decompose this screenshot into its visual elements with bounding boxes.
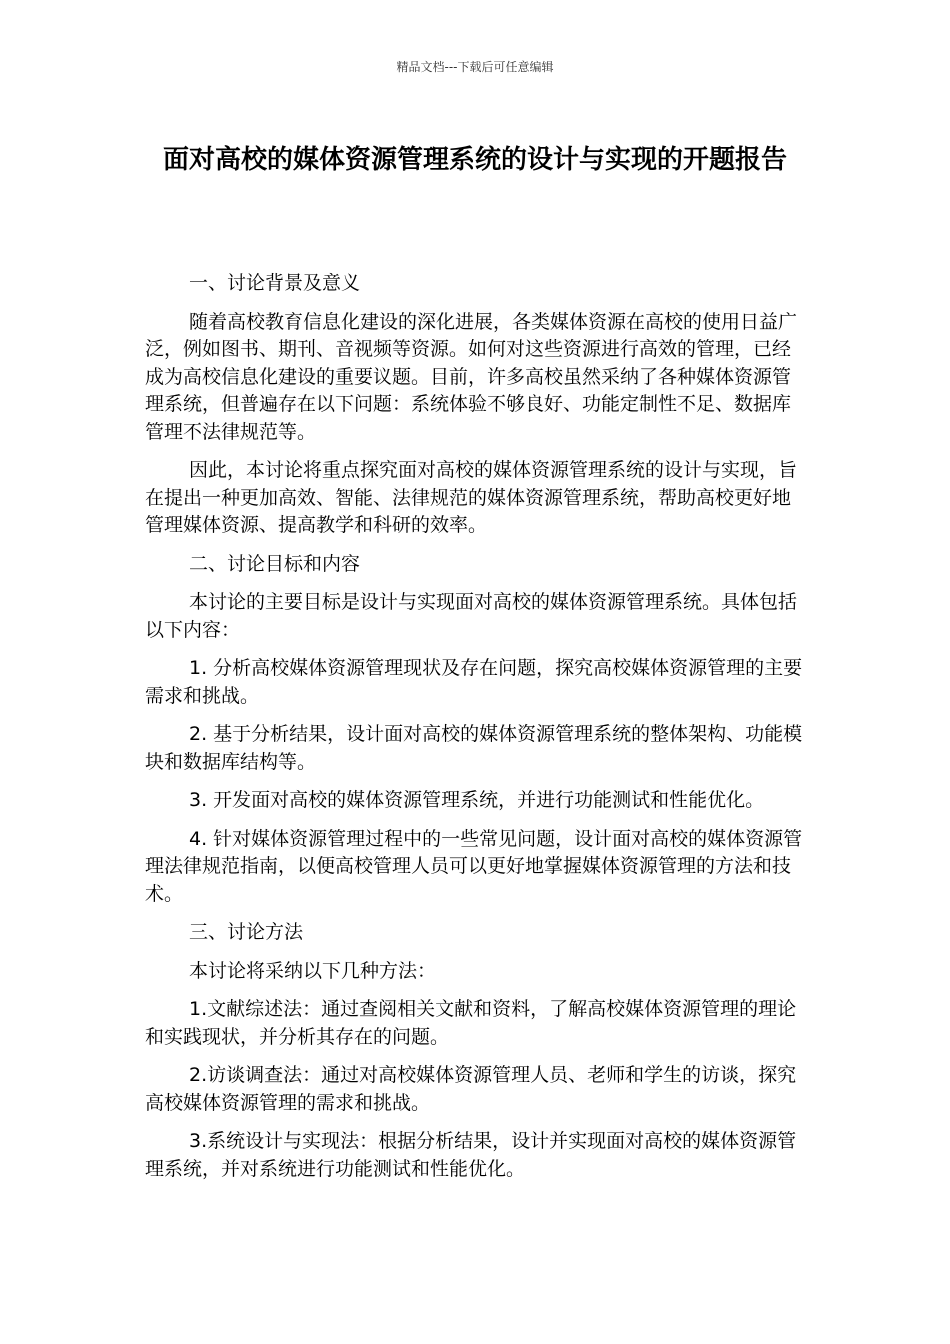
list-item: 3.系统设计与实现法：根据分析结果，设计并实现面对高校的媒体资源管理系统，并对系统进行功能测试和性能优化。	[145, 1130, 797, 1180]
section-heading: 一、讨论背景及意义	[189, 272, 361, 294]
section-heading: 三、讨论方法	[189, 921, 304, 943]
section-heading: 二、讨论目标和内容	[189, 552, 361, 575]
header-note: 精品文档---下载后可任意编辑	[396, 60, 554, 74]
list-item: 3. 开发面对高校的媒体资源管理系统，并进行功能测试和性能优化。	[189, 789, 765, 811]
list-item: 1. 分析高校媒体资源管理现状及存在问题，探究高校媒体资源管理的主要需求和挑战。	[145, 657, 803, 707]
list-item: 1.文献综述法：通过查阅相关文献和资料，了解高校媒体资源管理的理论和实践现状，并分析其存在的问题。	[145, 998, 797, 1048]
list-item: 4. 针对媒体资源管理过程中的一些常见问题，设计面对高校的媒体资源管理法律规范指南，以便高校管理人员可以更好地掌握媒体资源管理的方法和技术。	[145, 827, 803, 905]
list-item: 2.访谈调查法：通过对高校媒体资源管理人员、老师和学生的访谈，探究高校媒体资源管理的需求和挑战。	[145, 1064, 797, 1114]
paragraph: 因此，本讨论将重点探究面对高校的媒体资源管理系统的设计与实现，旨在提出一种更加高效、智能、法律规范的媒体资源管理系统，帮助高校更好地管理媒体资源、提高教学和科研的效率。	[145, 459, 798, 536]
document-body	[145, 270, 805, 1194]
paragraph: 本讨论的主要目标是设计与实现面对高校的媒体资源管理系统。具体包括以下内容：	[145, 591, 798, 641]
document-title: 面对高校的媒体资源管理系统的设计与实现的开题报告	[162, 145, 787, 175]
list-item: 2. 基于分析结果，设计面对高校的媒体资源管理系统的整体架构、功能模块和数据库结构等。	[145, 723, 803, 773]
paragraph: 本讨论将采纳以下几种方法：	[189, 959, 437, 982]
paragraph: 随着高校教育信息化建设的深化进展，各类媒体资源在高校的使用日益广泛，例如图书、期刊、音视频等资源。如何对这些资源进行高效的管理，已经成为高校信息化建设的重要议题。目前，许多高校虽然采纳了各种媒体资源管理系统，但普遍存在以下问题：系统体验不够良好、功能定制性不足、数据库管理不法律规范等。	[145, 310, 798, 443]
